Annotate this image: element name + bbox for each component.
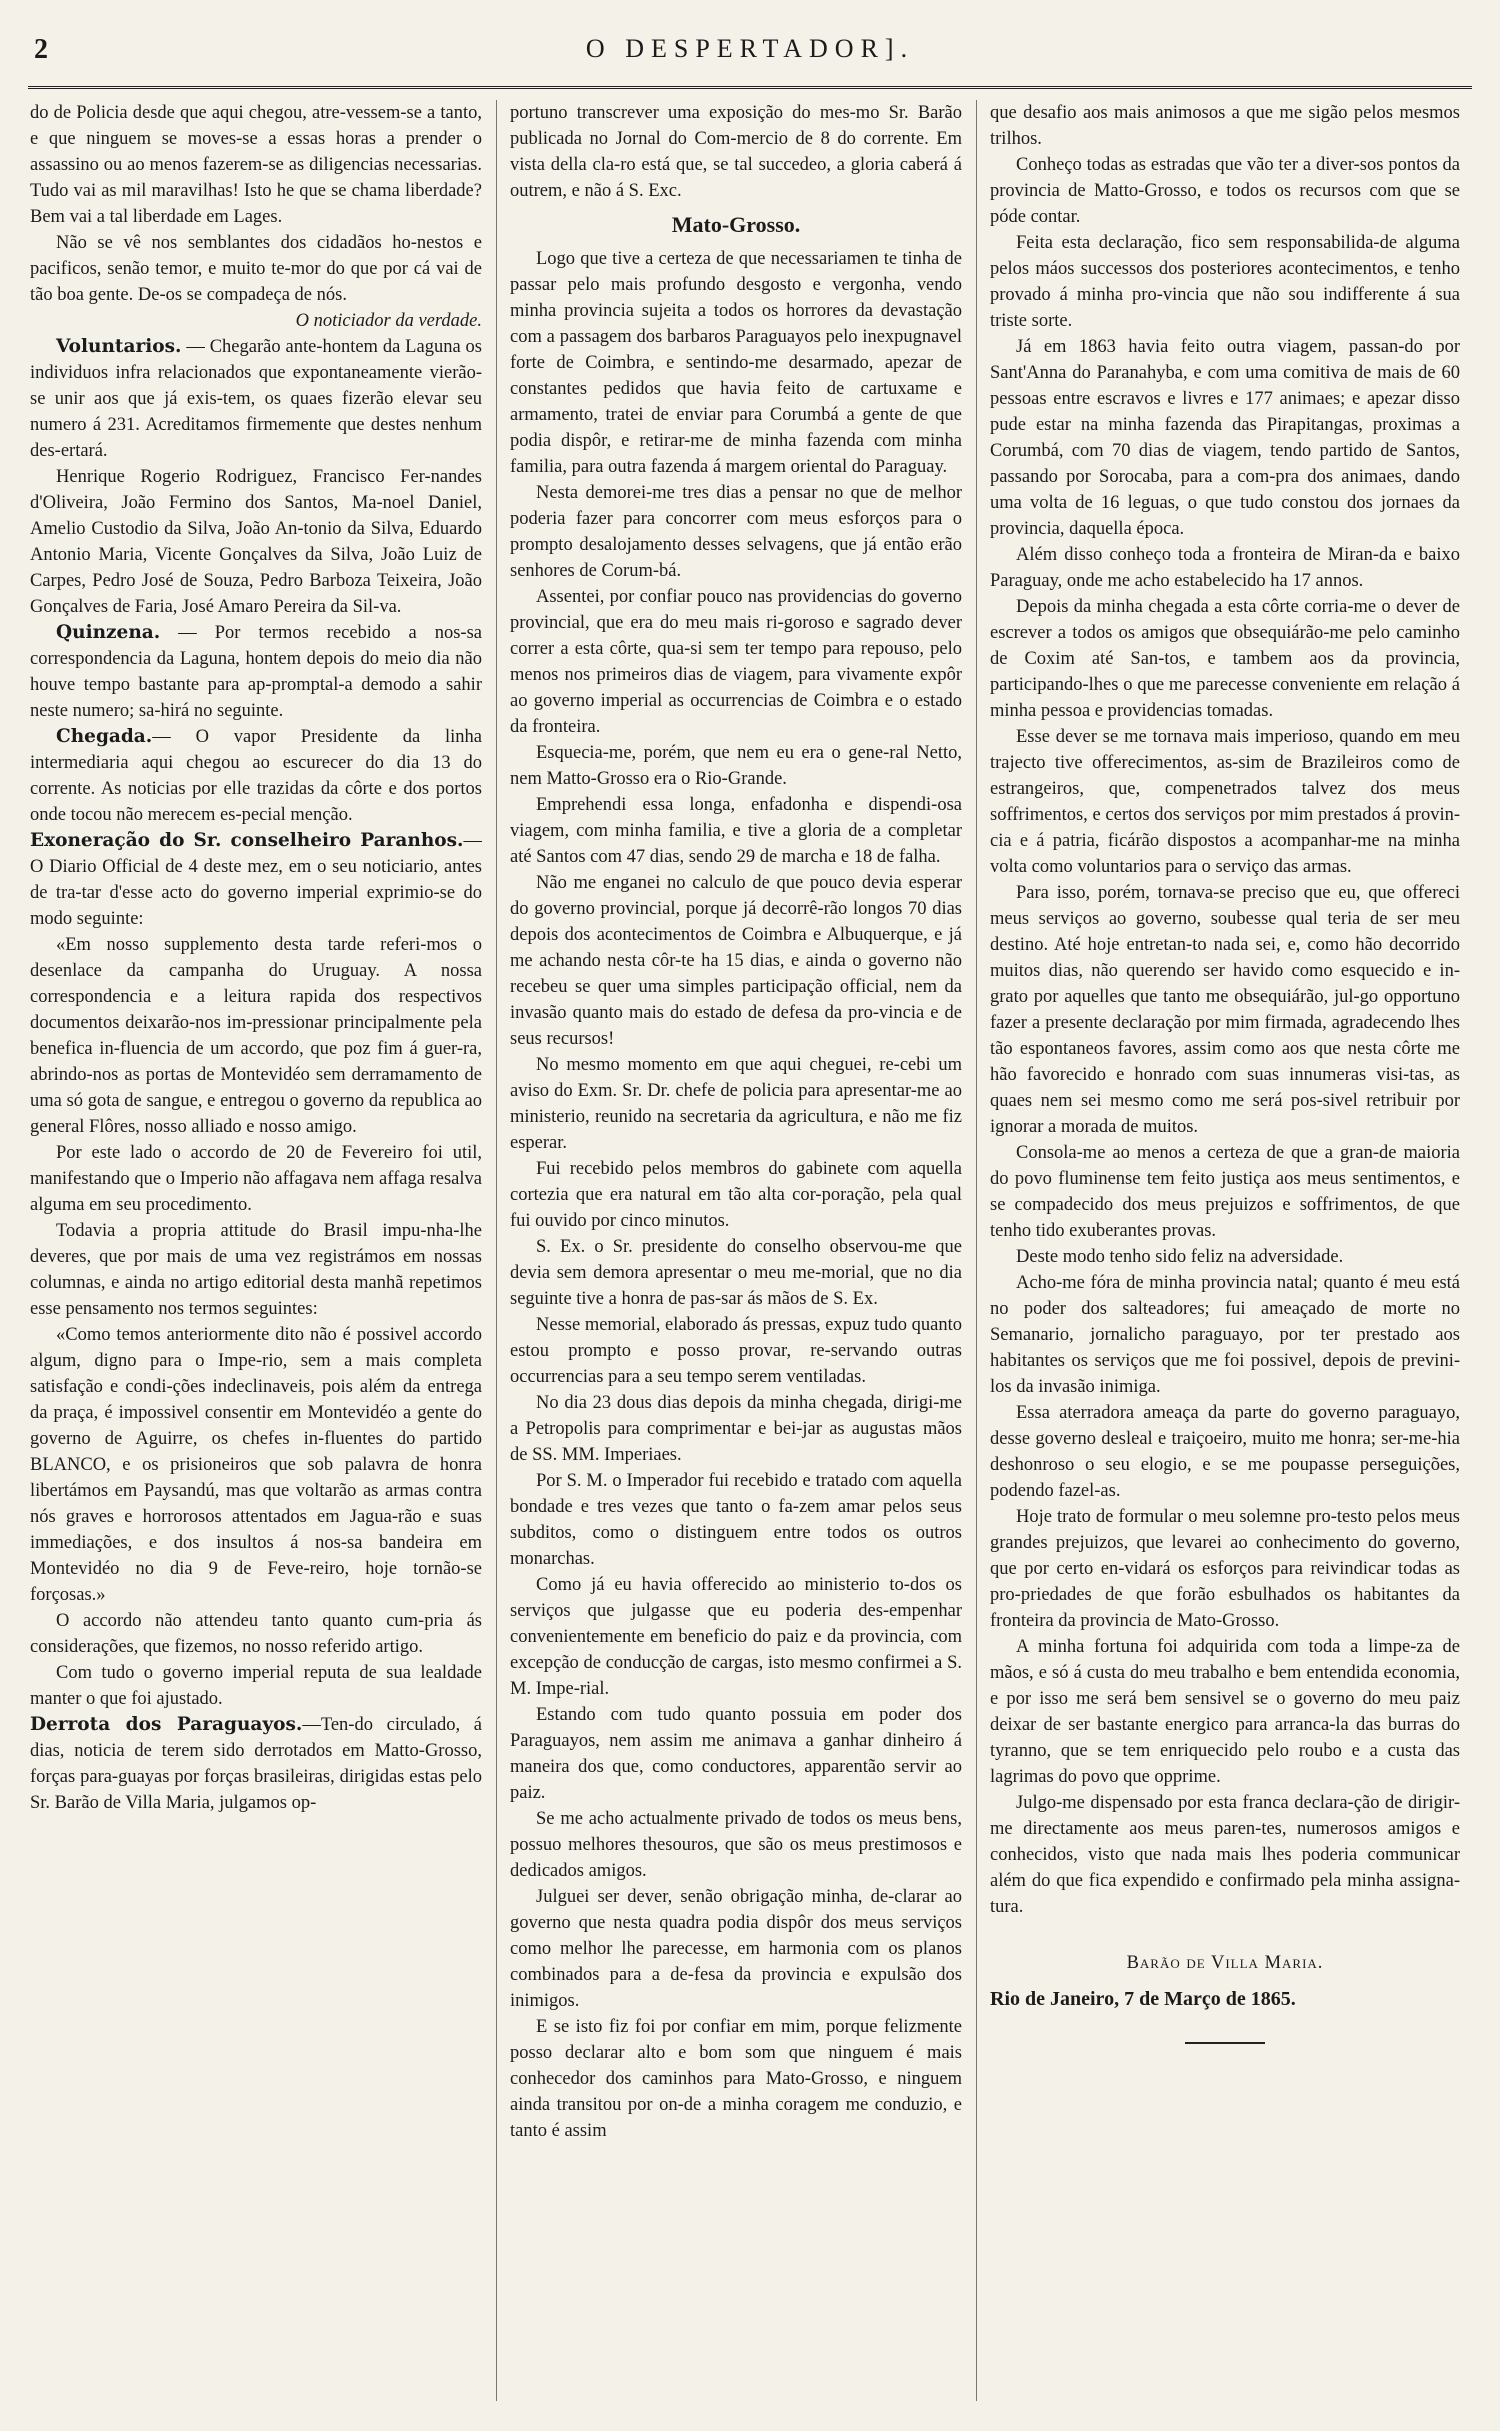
header-rule: [28, 86, 1472, 89]
paragraph: Depois da minha chegada a esta côrte corria-me o dever de escrever a todos os amigos que obsequiárão-me pelo caminho de Coxim até San-tos, e tambem aos da provincia, participando-lhes o que me parecesse conveniente em relação á minha pessoa e providencias tomadas.: [990, 597, 1460, 721]
paragraph: Já em 1863 havia feito outra viagem, passan-do por Sant'Anna do Paranahyba, e com uma comitiva de mais de 60 pessoas entre escravos e livres e 177 animaes; e apezar disso pude estar na minha fazenda das Pirapitangas, proximas a Corumbá, com 70 dias de viagem, tendo partido de Santos, passando por Sorocaba, para a com-pra dos animaes, dando uma volta de 16 leguas, o que tudo constou dos jornaes da provincia, daquella época.: [990, 337, 1460, 539]
paragraph: Julgo-me dispensado por esta franca declara-ção de dirigir-me directamente aos meus paren-tes, numerosos amigos e conhecidos, visto que nada mais lhes poderia communicar além do que fica expendido e confirmado pela minha assigna-tura.: [990, 1793, 1460, 1917]
paragraph: Essa aterradora ameaça da parte do governo paraguayo, desse governo desleal e traiçoeiro, muito me honra; ser-me-hia deshonroso o seu elogio, e se me poupasse perseguições, podendo fazel-as.: [990, 1403, 1460, 1501]
paragraph: «Como temos anteriormente dito não é possivel accordo algum, digno para o Impe-rio, sem a mais completa satisfação e condi-ções indeclinaveis, pois além da entrega da praça, é impossivel consentir em Montevidéo a gente do governo de Aguirre, os chefes in-fluentes do partido BLANCO, e os prisioneiros que sob palavra de honra libertámos em Paysandú, mas que voltarão as armas contra nós graves e horrorosos attentados em Jagua-rão e suas immediações, e dos insultos á nos-sa bandeira em Montevidéo no dia 9 de Feve-reiro, hoje tornão-se forçosas.»: [30, 1325, 482, 1605]
paragraph: Fui recebido pelos membros do gabinete com aquella cortezia que era natural em tão alta cor-poração, pela qual fui ouvido por cinco minutos.: [510, 1159, 962, 1231]
paragraph: Estando com tudo quanto possuia em poder dos Paraguayos, nem assim me animava a ganhar dinheiro á maneira dos que, como conductores, apparentão servir ao paiz.: [510, 1705, 962, 1803]
section-heading: Chegada.: [56, 726, 153, 747]
paragraph: do de Policia desde que aqui chegou, atre-vessem-se a tanto, e que ninguem se moves-se a essas horas a prender o assassino ou ao menos fazerem-se as diligencias necessarias. Tudo vai as mil maravilhas! Isto he que se chama liberdade? Bem vai a tal liberdade em Lages.: [30, 103, 482, 227]
paragraph: Nesta demorei-me tres dias a pensar no que de melhor poderia fazer para concorrer com meus esforços para o prompto desalojamento desses selvagens, que já então erão senhores de Corum-bá.: [510, 483, 962, 581]
paragraph: O accordo não attendeu tanto quanto cum-pria ás considerações, que fizemos, no nosso referido artigo.: [30, 1611, 482, 1657]
column-2: [510, 100, 962, 2401]
column-1: [30, 100, 482, 2401]
paragraph: Voluntarios. — Chegarão ante-hontem da Laguna os individuos infra relacionados que expontaneamente vierão-se unir aos que já exis-tem, os quaes fizerão elevar seu numero á 231. Acreditamos firmemente que destes nenhum des-ertará.: [30, 336, 482, 461]
signature-name: Barão de Villa Maria.: [1126, 1953, 1324, 1973]
paragraph: No mesmo momento em que aqui cheguei, re-cebi um aviso do Exm. Sr. Dr. chefe de policia para apresentar-me ao ministerio, reunido na secretaria da agricultura, e não me fiz esperar.: [510, 1055, 962, 1153]
paragraph: Exoneração do Sr. conselheiro Paranhos.— O Diario Official de 4 deste mez, em o seu noticiario, antes de tra-tar d'esse acto do governo imperial exprimio-se do modo seguinte:: [30, 830, 482, 929]
paragraph: Além disso conheço toda a fronteira de Miran-da e baixo Paraguay, onde me acho estabelecido ha 17 annos.: [990, 545, 1460, 591]
paragraph: Consola-me ao menos a certeza de que a gran-de maioria do povo fluminense tem feito justiça aos meus sentimentos, e se compadecido dos meus prejuizos e soffrimentos, de que tenho tido exuberantes provas.: [990, 1143, 1460, 1241]
paragraph: Não me enganei no calculo de que pouco devia esperar do governo provincial, porque já decorrê-rão longos 70 dias depois dos acontecimentos de Coimbra e Albuquerque, e já me achando nesta côr-te ha 15 dias, e ainda o governo não recebeu se quer uma simples participação official, nem da invasão quanto mais do estado de defesa da pro-vincia e de seus recursos!: [510, 873, 962, 1049]
page-number: 2: [34, 34, 48, 65]
paragraph: Por este lado o accordo de 20 de Fevereiro foi util, manifestando que o Imperio não affagava nem affaga resalva alguma em seu procedimento.: [30, 1143, 482, 1215]
paragraph: Chegada.— O vapor Presidente da linha intermediaria aqui chegou ao escurecer do dia 13 do corrente. As noticias por elle trazidas da côrte e dos portos onde tocou não merecem es-pecial menção.: [30, 726, 482, 825]
end-rule: [1185, 2042, 1265, 2044]
paragraph: S. Ex. o Sr. presidente do conselho observou-me que devia sem demora apresentar o meu me-morial, que no dia seguinte tive a honra de pas-sar ás mãos de S. Ex.: [510, 1237, 962, 1309]
paragraph: E se isto fiz foi por confiar em mim, porque felizmente posso declarar alto e bom som que ninguem é mais conhecedor dos caminhos para Mato-Grosso, e ninguem ainda transitou por on-de a minha coragem me conduzio, e tanto é assim: [510, 2017, 962, 2141]
column-separator: [496, 100, 497, 2401]
paragraph: Logo que tive a certeza de que necessariamen te tinha de passar pelo mais profundo desgosto e vergonha, vendo minha provincia sujeita a todos os horrores da devastação com a passagem dos barbaros Paraguayos pelo inexpugnavel forte de Coimbra, e sentindo-me desarmado, apezar de constantes pedidos que havia feito de cartuxame e armamento, tratei de enviar para Corumbá a gente de que podia dispôr, e retirar-me de minha fazenda com minha familia, para outra fazenda á margem oriental do Paraguay.: [510, 249, 962, 477]
signature: O noticiador da verdade.: [295, 311, 482, 331]
paragraph: Derrota dos Paraguayos.—Ten-do circulado, á dias, noticia de terem sido derrotados em Matto-Grosso, forças para-guayas por forças brasileiras, dirigidas estas pelo Sr. Barão de Villa Maria, julgamos op-: [30, 1714, 482, 1813]
section-heading: Quinzena.: [56, 622, 161, 643]
paragraph: Quinzena. — Por termos recebido a nos-sa correspondencia da Laguna, hontem depois do meio dia não houve tempo bastante para ap-promptal-a demodo a sahir neste numero; sa-hirá no seguinte.: [30, 622, 482, 721]
paragraph: Emprehendi essa longa, enfadonha e dispendi-osa viagem, com minha familia, e tive a gloria de a completar até Santos com 47 dias, sendo 29 de marcha e 18 de falha.: [510, 795, 962, 867]
paragraph: Todavia a propria attitude do Brasil impu-nha-lhe deveres, que por mais de uma vez registrámos em nossas columnas, e ainda no artigo editorial desta manhã repetimos esse pensamento nos termos seguintes:: [30, 1221, 482, 1319]
paragraph: Com tudo o governo imperial reputa de sua lealdade manter o que foi ajustado.: [30, 1663, 482, 1709]
paragraph: Esse dever se me tornava mais imperioso, quando em meu trajecto tive offerecimentos, as-sim de Brazileiros como de estrangeiros, que, compenetrados talvez dos meus soffrimentos, e certos dos serviços por mim prestados á provin-cia e á patria, ficárão dispostos a acompanhar-me na minha volta como voluntarios para o serviço das armas.: [990, 727, 1460, 877]
paragraph: Conheço todas as estradas que vão ter a diver-sos pontos da provincia de Matto-Grosso, e todos os recursos com que se póde contar.: [990, 155, 1460, 227]
paragraph: Por S. M. o Imperador fui recebido e tratado com aquella bondade e tres vezes que tanto o fa-zem amar pelos seus subditos, como o distinguem entre todos os outros monarchas.: [510, 1471, 962, 1569]
paragraph: Hoje trato de formular o meu solemne pro-testo pelos meus grandes prejuizos, que levarei ao conhecimento do governo, que por certo en-vidará os esforços para reivindicar todas as pro-priedades de que forão esbulhados os habitantes da fronteira da provincia de Mato-Grosso.: [990, 1507, 1460, 1631]
column-separator: [976, 100, 977, 2401]
paragraph: «Em nosso supplemento desta tarde referi-mos o desenlace da campanha do Uruguay. A nossa correspondencia e a leitura rapida dos respectivos documentos deixarão-nos im-pressionar principalmente pela benefica in-fluencia de um accordo, que poz fim á guer-ra, abrindo-nos as portas de Montevidéo sem derramamento de uma só gota de sangue, e entregou o governo da republica ao general Flôres, nosso alliado e nosso amigo.: [30, 935, 482, 1137]
paragraph: Como já eu havia offerecido ao ministerio to-dos os serviços que julgasse que eu poderia des-empenhar convenientemente em beneficio do paiz e da provincia, com excepção de conducção de cargas, isto mesmo confirmei a S. M. Impe-rial.: [510, 1575, 962, 1699]
section-heading: Mato-Grosso.: [671, 212, 801, 237]
section-heading: Exoneração do Sr. conselheiro Paranhos.: [30, 830, 464, 851]
paragraph: Feita esta declaração, fico sem responsabilida-de alguma pelos máos successos dos posteriores acontecimentos, e tenho provado á minha pro-vincia que não sou indifferente á sua triste sorte.: [990, 233, 1460, 331]
section-heading: Voluntarios.: [56, 336, 182, 357]
paragraph: que desafio aos mais animosos a que me sigão pelos mesmos trilhos.: [990, 103, 1460, 149]
paragraph: Deste modo tenho sido feliz na adversidade.: [1016, 1247, 1344, 1267]
newspaper-title: O DESPERTADOR].: [585, 34, 915, 63]
paragraph: Nesse memorial, elaborado ás pressas, expuz tudo quanto estou prompto e posso provar, re-servando outras occurrencias para a seu tempo serem ventiladas.: [510, 1315, 962, 1387]
paragraph: portuno transcrever uma exposição do mes-mo Sr. Barão publicada no Jornal do Com-mercio de 8 do corrente. Em vista della cla-ro está que, se tal succedeo, a gloria caberá á outrem, e não á S. Exc.: [510, 103, 962, 201]
paragraph: Acho-me fóra de minha provincia natal; quanto é meu está no poder dos salteadores; fui ameaçado de morte no Semanario, jornalicho paraguayo, por ter prestado aos habitantes os serviços que me foi possivel, depois de previni-los da invasão inimiga.: [990, 1273, 1460, 1397]
paragraph: Esquecia-me, porém, que nem eu era o gene-ral Netto, nem Matto-Grosso era o Rio-Grande.: [510, 743, 962, 789]
column-3: [990, 100, 1460, 2401]
paragraph: Não se vê nos semblantes dos cidadãos ho-nestos e pacificos, senão temor, e muito te-mor do que por cá vai de tão boa gente. De-os se compadeça de nós.: [30, 233, 482, 305]
paragraph: Para isso, porém, tornava-se preciso que eu, que offereci meus serviços ao governo, soubesse qual teria de ser meu destino. Até hoje entretan-to nada sei, e, como hão decorrido muitos dias, não querendo ser havido como esquecido e in-grato por aquelles que tanto me obsequiárão, jul-go opportuno fazer a presente declaração por mim firmada, agradecendo lhes tão espontaneos favores, assim como aos que nesta côrte me hão favorecido e honrado com suas innumeras visi-tas, as quaes nem sei mesmo como me será pos-sivel retribuir por ignorar a morada de muitos.: [990, 883, 1460, 1137]
signature-date: Rio de Janeiro, 7 de Março de 1865.: [990, 1988, 1296, 2010]
paragraph: Assentei, por confiar pouco nas providencias do governo provincial, que era do meu mais ri-goroso e sagrado dever correr a esta côrte, qua-si sem ter tempo para repouso, pelo menos nos primeiros dias de viagem, para vivamente expôr ao governo imperial as occurrencias de Coimbra e o estado da fronteira.: [510, 587, 962, 737]
masthead: [28, 28, 1472, 68]
paragraph: Henrique Rogerio Rodriguez, Francisco Fer-nandes d'Oliveira, João Fermino dos Santos, Ma-noel Daniel, Amelio Custodio da Silva, João An-tonio da Silva, Eduardo Antonio Maria, Vicente Gonçalves da Silva, João Luiz de Carpes, Pedro José de Souza, Pedro Barboza Teixeira, João Gonçalves de Faria, José Amaro Pereira da Sil-va.: [30, 467, 482, 617]
paragraph: Julguei ser dever, senão obrigação minha, de-clarar ao governo que nesta quadra podia dispôr dos meus serviços como melhor lhe parecesse, em harmonia com os planos combinados para a de-fesa da provincia e expulsão dos inimigos.: [510, 1887, 962, 2011]
paragraph: Se me acho actualmente privado de todos os meus bens, possuo melhores thesouros, que são os meus prestimosos e dedicados amigos.: [510, 1809, 962, 1881]
paragraph: A minha fortuna foi adquirida com toda a limpe-za de mãos, e só á custa do meu trabalho e bem entendida economia, e por isso me será bem sensivel se o governo do meu paiz deixar de ser bastante energico para arranca-la das burras do tyranno, que se tem enriquecido pelo roubo e a custa das lagrimas do povo que opprime.: [990, 1637, 1460, 1787]
section-heading: Derrota dos Paraguayos.: [30, 1714, 303, 1735]
paragraph: No dia 23 dous dias depois da minha chegada, dirigi-me a Petropolis para comprimentar e bei-jar as augustas mãos de SS. MM. Imperiaes.: [510, 1393, 962, 1465]
